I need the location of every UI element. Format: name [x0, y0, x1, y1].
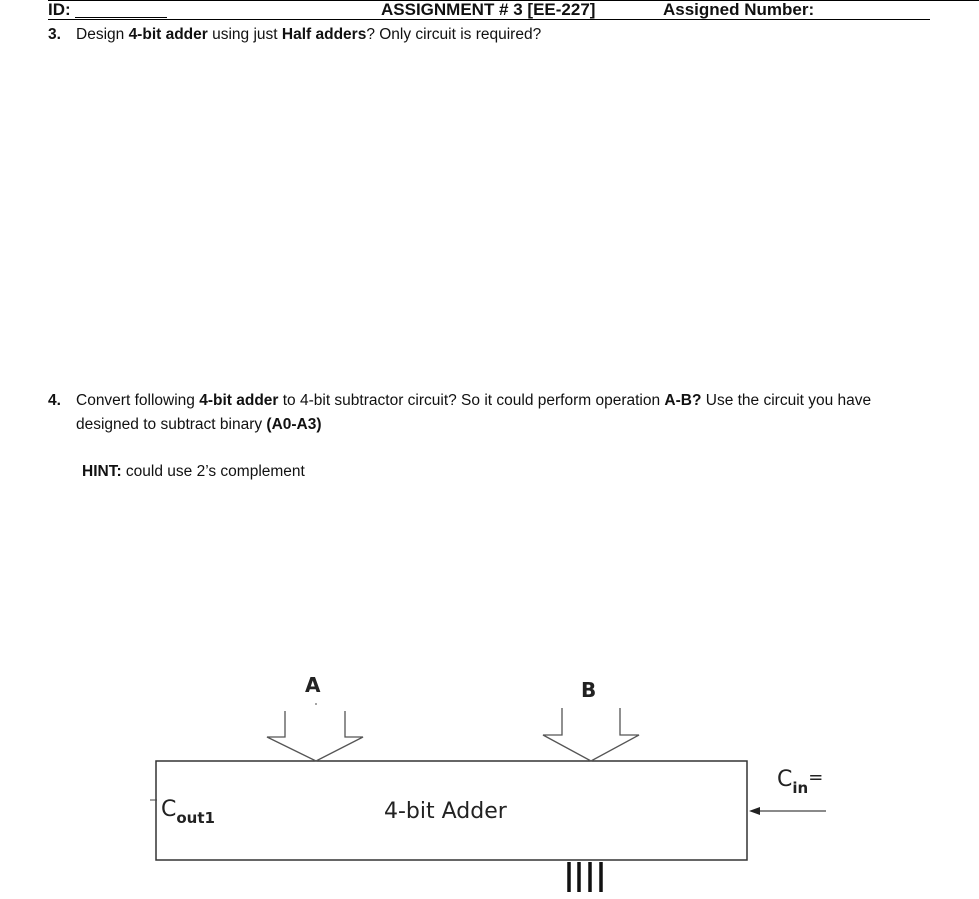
- q3-text-2: using just: [207, 26, 282, 43]
- q3-bold-2: Half adders: [281, 26, 367, 43]
- cout-main: C: [161, 797, 177, 822]
- input-a-label: A: [305, 673, 321, 697]
- assignment-title: ASSIGNMENT # 3 [EE-227]: [381, 0, 596, 19]
- header-underline: [48, 19, 930, 20]
- q4-text-1: Convert following: [76, 392, 200, 409]
- cin-suffix: =: [808, 767, 824, 788]
- q4-text-3: Use the circuit you have: [701, 392, 872, 409]
- hint-text: could use 2’s complement: [121, 463, 305, 480]
- input-a-dot: [315, 703, 317, 705]
- q4-bold-3: (A0-A3): [266, 416, 322, 433]
- cout-sub: out1: [176, 809, 215, 827]
- q4-bold-2: A-B?: [664, 392, 702, 409]
- input-b-arrow: [543, 708, 639, 761]
- block-label: 4-bit Adder: [384, 799, 507, 824]
- cin-arrowhead: [749, 807, 760, 815]
- output-bus: [569, 862, 601, 892]
- q3-text-1: Design: [76, 26, 129, 43]
- hint: [82, 460, 305, 484]
- hint-label: HINT:: [82, 463, 122, 480]
- question-3-number: 3.: [48, 26, 61, 43]
- cin-main: C: [777, 767, 793, 792]
- adder-diagram: [0, 640, 979, 899]
- q3-bold-1: 4-bit adder: [128, 26, 208, 43]
- id-label: ID:: [48, 0, 71, 19]
- question-3: [48, 23, 541, 47]
- assigned-number-label: Assigned Number:: [663, 0, 815, 19]
- cin-label: [777, 767, 823, 797]
- input-a-arrow: [267, 711, 363, 761]
- q4-text-2: to 4-bit subtractor circuit? So it could perform operation: [278, 392, 665, 409]
- q3-text-3: ? Only circuit is required?: [366, 26, 542, 43]
- q4-bold-1: 4-bit adder: [199, 392, 279, 409]
- question-4-number: 4.: [48, 392, 61, 409]
- question-4: [48, 389, 948, 437]
- q4-line-2: [48, 413, 948, 437]
- id-blank-line: [75, 17, 167, 18]
- q4-text-4: designed to subtract binary: [76, 416, 267, 433]
- input-b-label: B: [581, 678, 597, 702]
- cout-label: [161, 797, 215, 827]
- cin-sub: in: [792, 779, 809, 797]
